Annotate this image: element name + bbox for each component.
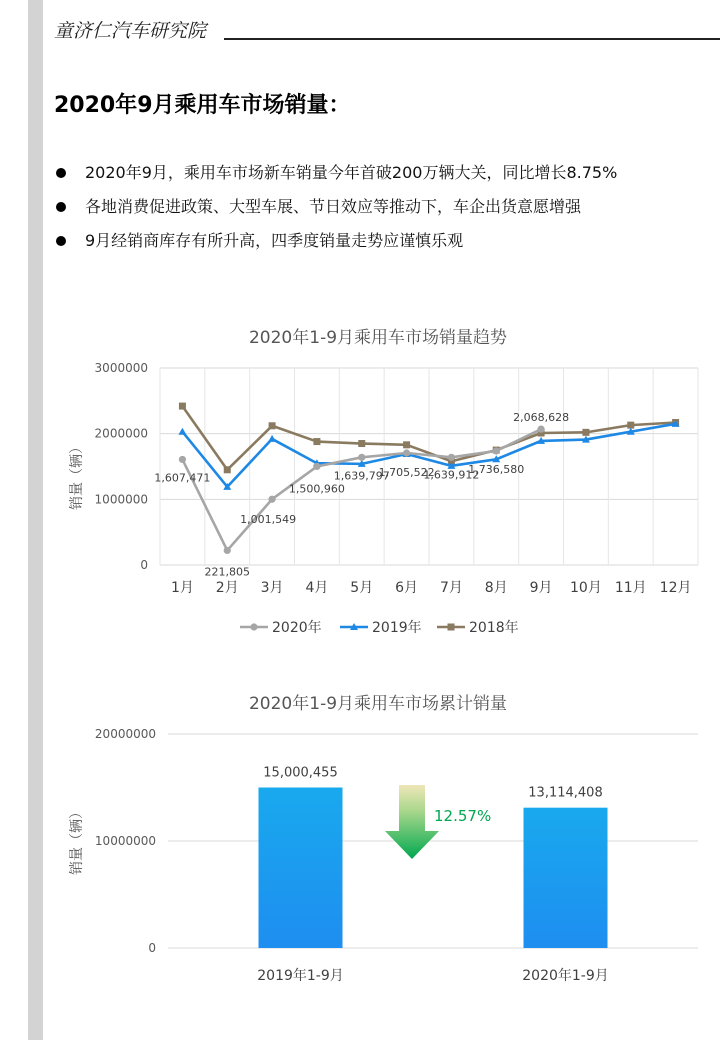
y-tick-label: 3000000 [94,361,148,375]
data-label: 1,001,549 [240,513,297,527]
data-point [493,447,500,454]
data-point [403,449,410,456]
y-tick-label: 20000000 [94,727,156,741]
bar [259,787,343,948]
x-tick-label: 2020年1-9月 [522,968,609,984]
x-tick-label: 8月 [484,580,508,596]
data-point [250,623,257,630]
legend-label: 2018年 [469,620,519,636]
bar-chart [0,680,720,1000]
data-label: 1,500,960 [288,482,345,496]
data-point [179,456,186,463]
data-point [179,403,186,410]
header-org: 童济仁汽车研究院 [54,20,207,42]
y-tick-label: 0 [140,558,148,572]
data-point [224,466,231,473]
data-label: 1,639,912 [423,468,480,482]
data-point [313,438,320,445]
bar-value-label: 15,000,455 [263,765,338,781]
data-label: 1,607,471 [154,471,211,485]
decrease-percent-label: 12.57% [434,807,492,825]
data-point [582,429,589,436]
data-point [313,463,320,470]
data-point [627,422,634,429]
bullet-text: 各地消费促进政策、大型车展、节日效应等推动下，车企出货意愿增强 [85,197,582,216]
x-tick-label: 2019年1-9月 [257,968,344,984]
y-tick-label: 10000000 [94,834,156,848]
data-label: 1,736,580 [468,462,525,476]
data-label: 221,805 [204,565,250,579]
y-tick-label: 0 [148,941,156,955]
series-line [182,429,541,550]
x-tick-label: 4月 [305,580,329,596]
line-chart-ylabel: 销量（辆） [69,440,85,510]
data-label: 2,068,628 [513,411,570,425]
bullet-dot [56,168,66,178]
bullet-list [54,160,617,262]
data-label: 1,705,522 [378,466,435,480]
bar [524,808,608,948]
decrease-arrow-icon [385,785,439,859]
data-point [268,435,276,442]
data-point [269,422,276,429]
bullet-text: 9月经销商库存有所升高，四季度销量走势应谨慎乐观 [85,231,464,250]
bar-value-label: 13,114,408 [528,785,603,801]
x-tick-label: 11月 [614,580,647,596]
x-tick-label: 5月 [350,580,374,596]
data-point [448,454,455,461]
y-tick-label: 2000000 [94,426,148,441]
data-point [224,547,231,554]
bullet-item [54,194,617,228]
page-title: 2020年9月乘用车市场销量： [54,93,351,118]
header-rule [224,38,720,40]
x-tick-label: 6月 [395,580,419,596]
x-tick-label: 3月 [260,580,284,596]
data-point [268,496,275,503]
data-point [448,624,455,631]
y-tick-label: 1000000 [94,492,148,507]
x-tick-label: 12月 [659,580,692,596]
line-chart [0,310,720,650]
data-point [403,441,410,448]
bullet-text: 2020年9月，乘用车市场新车销量今年首破200万辆大关，同比增长8.75% [85,163,618,182]
data-point [537,426,544,433]
bar-chart-title: 2020年1-9月乘用车市场累计销量 [248,694,508,714]
data-point [358,454,365,461]
legend-label: 2020年 [272,620,322,636]
line-chart-title: 2020年1-9月乘用车市场销量趋势 [248,328,508,348]
x-tick-label: 1月 [170,580,194,596]
bullet-item [54,160,617,194]
bullet-item [54,228,617,262]
data-point [358,440,365,447]
x-tick-label: 9月 [529,580,553,596]
bar-chart-ylabel: 销量（辆） [69,805,85,875]
x-tick-label: 10月 [570,580,602,596]
header [54,14,720,40]
data-label: 1,639,797 [333,469,390,483]
x-tick-label: 2月 [215,580,239,596]
x-tick-label: 7月 [439,580,463,596]
data-point [178,428,186,435]
bullet-dot [56,236,66,246]
legend-label: 2019年 [372,620,422,636]
bullet-dot [56,202,66,212]
